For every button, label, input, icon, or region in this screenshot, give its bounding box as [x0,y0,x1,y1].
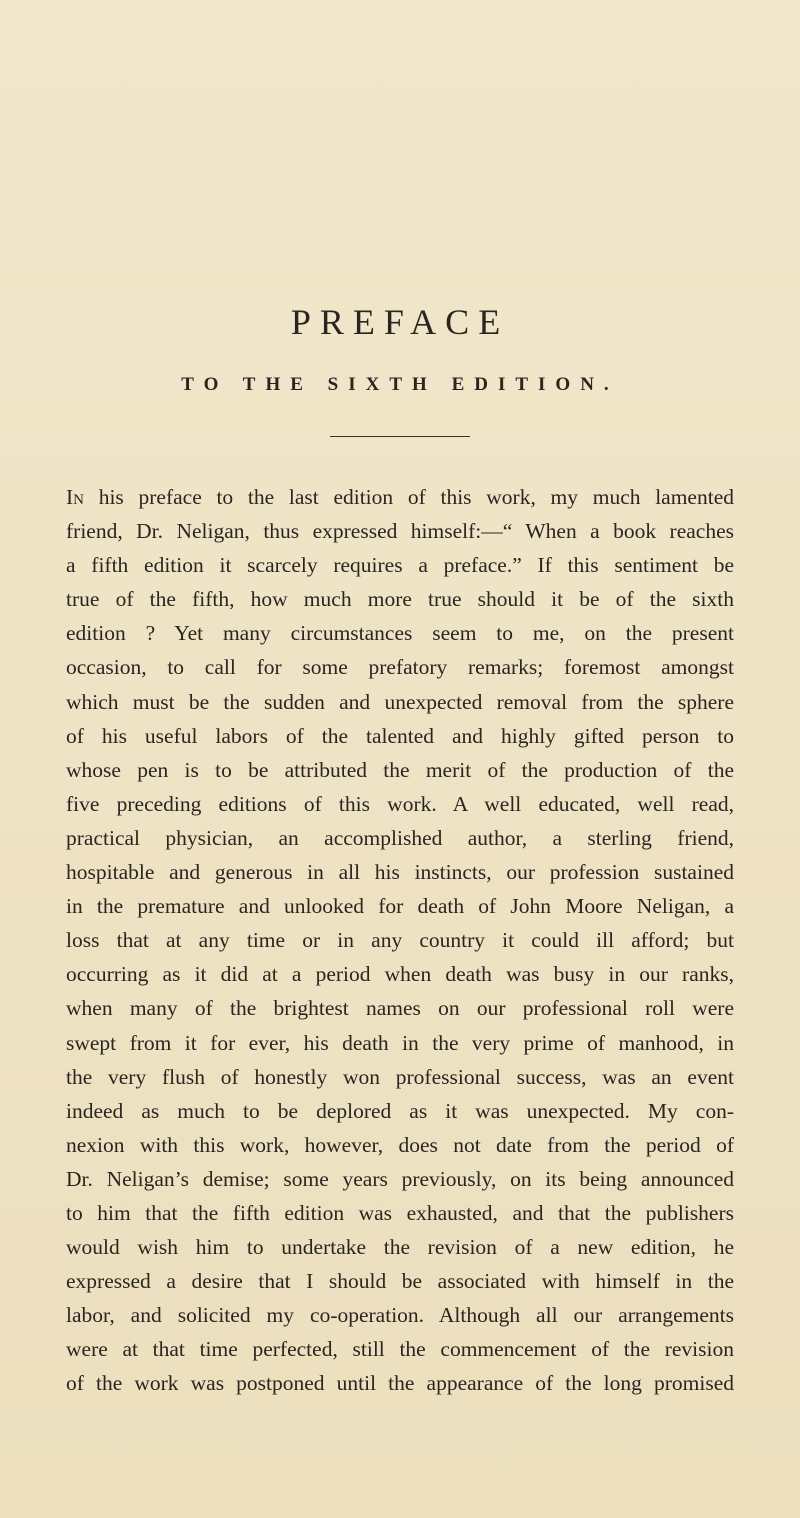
text-line: of the work was postponed until the appearance of the long promised [66,1371,734,1396]
text-line: occasion, to call for some prefatory remarks; foremost amongst [66,655,734,680]
text-line: edition ? Yet many circumstances seem to me, on the present [66,621,734,646]
text-line: were at that time perfected, still the commencement of the revision [66,1337,734,1362]
title-divider [330,436,470,437]
text-line: occurring as it did at a period when death was busy in our ranks, [66,962,734,987]
page-subtitle: TO THE SIXTH EDITION. [181,374,619,395]
text-line: nexion with this work, however, does not date from the period of [66,1132,734,1157]
text-line: hospitable and generous in all his instincts, our profession sustained [66,860,734,885]
text-line: a fifth edition it scarcely requires a preface.” If this sentiment be [66,553,734,578]
text-line: In his preface to the last edition of this work, my much lamented [66,485,734,509]
text-line: when many of the brightest names on our professional roll were [66,996,734,1021]
text-line: friend, Dr. Neligan, thus expressed himself:—“ When a book reaches [66,519,734,544]
page-title: PREFACE [290,302,510,342]
preface-body [66,480,734,1401]
text-line: expressed a desire that I should be associated with himself in the [66,1269,734,1294]
text-line: practical physician, an accomplished author, a sterling friend, [66,825,734,850]
text-line: the very flush of honestly won professional success, was an event [66,1064,734,1089]
text-line: five preceding editions of this work. A well educated, well read, [66,791,734,816]
text-line: to him that the fifth edition was exhausted, and that the publishers [66,1200,734,1225]
text-line: labor, and solicited my co-operation. Although all our arrangements [66,1303,734,1328]
text-line: loss that at any time or in any country it could ill afford; but [66,928,734,953]
text-line: whose pen is to be attributed the merit of the production of the [66,757,734,782]
text-line: of his useful labors of the talented and highly gifted person to [66,723,734,748]
text-line: would wish him to undertake the revision of a new edition, he [66,1235,734,1260]
text-line: in the premature and unlooked for death of John Moore Neligan, a [66,894,734,919]
text-line: Dr. Neligan’s demise; some years previously, on its being announced [66,1166,734,1191]
opening-word: In [66,485,84,509]
text-line: indeed as much to be deplored as it was unexpected. My con- [66,1098,734,1123]
text-line: swept from it for ever, his death in the very prime of manhood, in [66,1030,734,1055]
text-line: which must be the sudden and unexpected removal from the sphere [66,689,734,714]
text-line: true of the fifth, how much more true should it be of the sixth [66,587,734,612]
